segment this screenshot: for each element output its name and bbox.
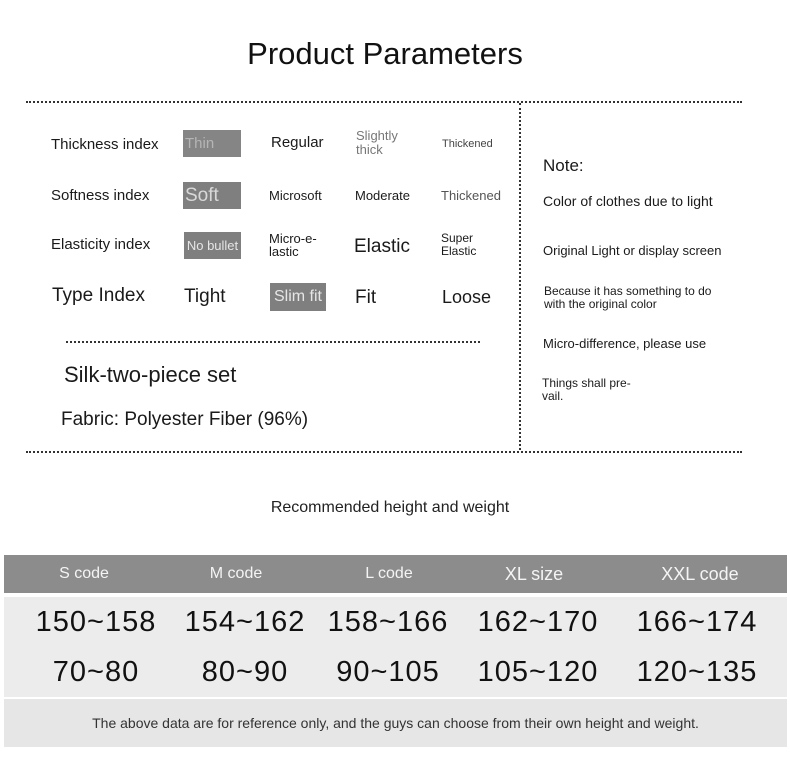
size-header-s: S code (59, 565, 109, 582)
softness-option-moderate: Moderate (355, 188, 410, 203)
elasticity-option-elastic: Elastic (354, 236, 410, 257)
weight-cell-s: 70~80 (52, 655, 140, 688)
height-cell-l: 158~166 (327, 605, 449, 638)
elasticity-label: Elasticity index (51, 236, 151, 253)
top-divider (26, 101, 742, 103)
softness-option-microsoft: Microsoft (269, 188, 322, 203)
elasticity-option-no-bullet-label: No bullet (186, 238, 239, 253)
type-label: Type Index (52, 285, 145, 306)
height-cell-xxl: 166~174 (636, 605, 758, 638)
thickness-option-slightly-thick: Slightly thick (356, 128, 398, 157)
weight-cell-xl: 105~120 (477, 655, 599, 688)
elasticity-option-no-bullet (184, 232, 241, 259)
bottom-divider (26, 451, 742, 453)
page-title: Product Parameters (247, 36, 523, 71)
size-header-m: M code (209, 565, 263, 582)
size-table-header (4, 555, 787, 593)
weight-cell-xxl: 120~135 (636, 655, 758, 688)
size-header-xl: XL size (504, 563, 564, 584)
softness-option-soft-label: Soft (185, 184, 219, 206)
product-name: Silk-two-piece set (64, 362, 237, 387)
weight-cell-m: 80~90 (201, 655, 289, 688)
note-line-3: Because it has something to do with the original color (544, 284, 712, 311)
height-cell-m: 154~162 (184, 605, 306, 638)
weight-cell-l: 90~105 (336, 655, 440, 688)
size-table-row-weight (4, 647, 787, 697)
type-option-slim-fit (270, 283, 326, 311)
note-line-1: Color of clothes due to light (543, 193, 713, 209)
note-line-5: Things shall pre-vail. (542, 376, 631, 403)
type-option-slim-fit-label: Slim fit (274, 288, 322, 305)
size-header-xxl: XXL code (661, 563, 739, 584)
size-table-footnote-row (4, 699, 787, 747)
thickness-label: Thickness index (51, 136, 159, 153)
thickness-option-thin (183, 130, 241, 157)
type-option-fit: Fit (355, 287, 377, 308)
thickness-option-thickened: Thickened (442, 138, 493, 150)
thickness-option-regular: Regular (271, 134, 324, 151)
softness-option-soft (183, 182, 241, 209)
note-line-2: Original Light or display screen (543, 243, 722, 258)
elasticity-option-micro-elastic: Micro-e-lastic (269, 231, 317, 259)
product-fabric: Fabric: Polyester Fiber (96%) (61, 409, 309, 430)
height-cell-s: 150~158 (35, 605, 157, 638)
column-divider (519, 103, 521, 450)
type-option-tight: Tight (184, 286, 226, 307)
elasticity-option-super-elastic: Super Elastic (441, 231, 477, 258)
softness-option-thickened: Thickened (441, 188, 501, 203)
size-table-row-height (4, 597, 787, 647)
note-heading: Note: (543, 156, 584, 175)
thickness-option-thin-label: Thin (185, 135, 215, 152)
height-cell-xl: 162~170 (477, 605, 599, 638)
type-option-loose: Loose (442, 287, 492, 307)
note-line-4: Micro-difference, please use (543, 336, 707, 351)
size-header-l: L code (365, 565, 413, 582)
softness-label: Softness index (51, 187, 150, 204)
product-divider (66, 341, 480, 343)
size-table-caption: Recommended height and weight (270, 499, 510, 516)
size-table-footnote: The above data are for reference only, and the guys can choose from their own height and weight. (92, 715, 699, 731)
